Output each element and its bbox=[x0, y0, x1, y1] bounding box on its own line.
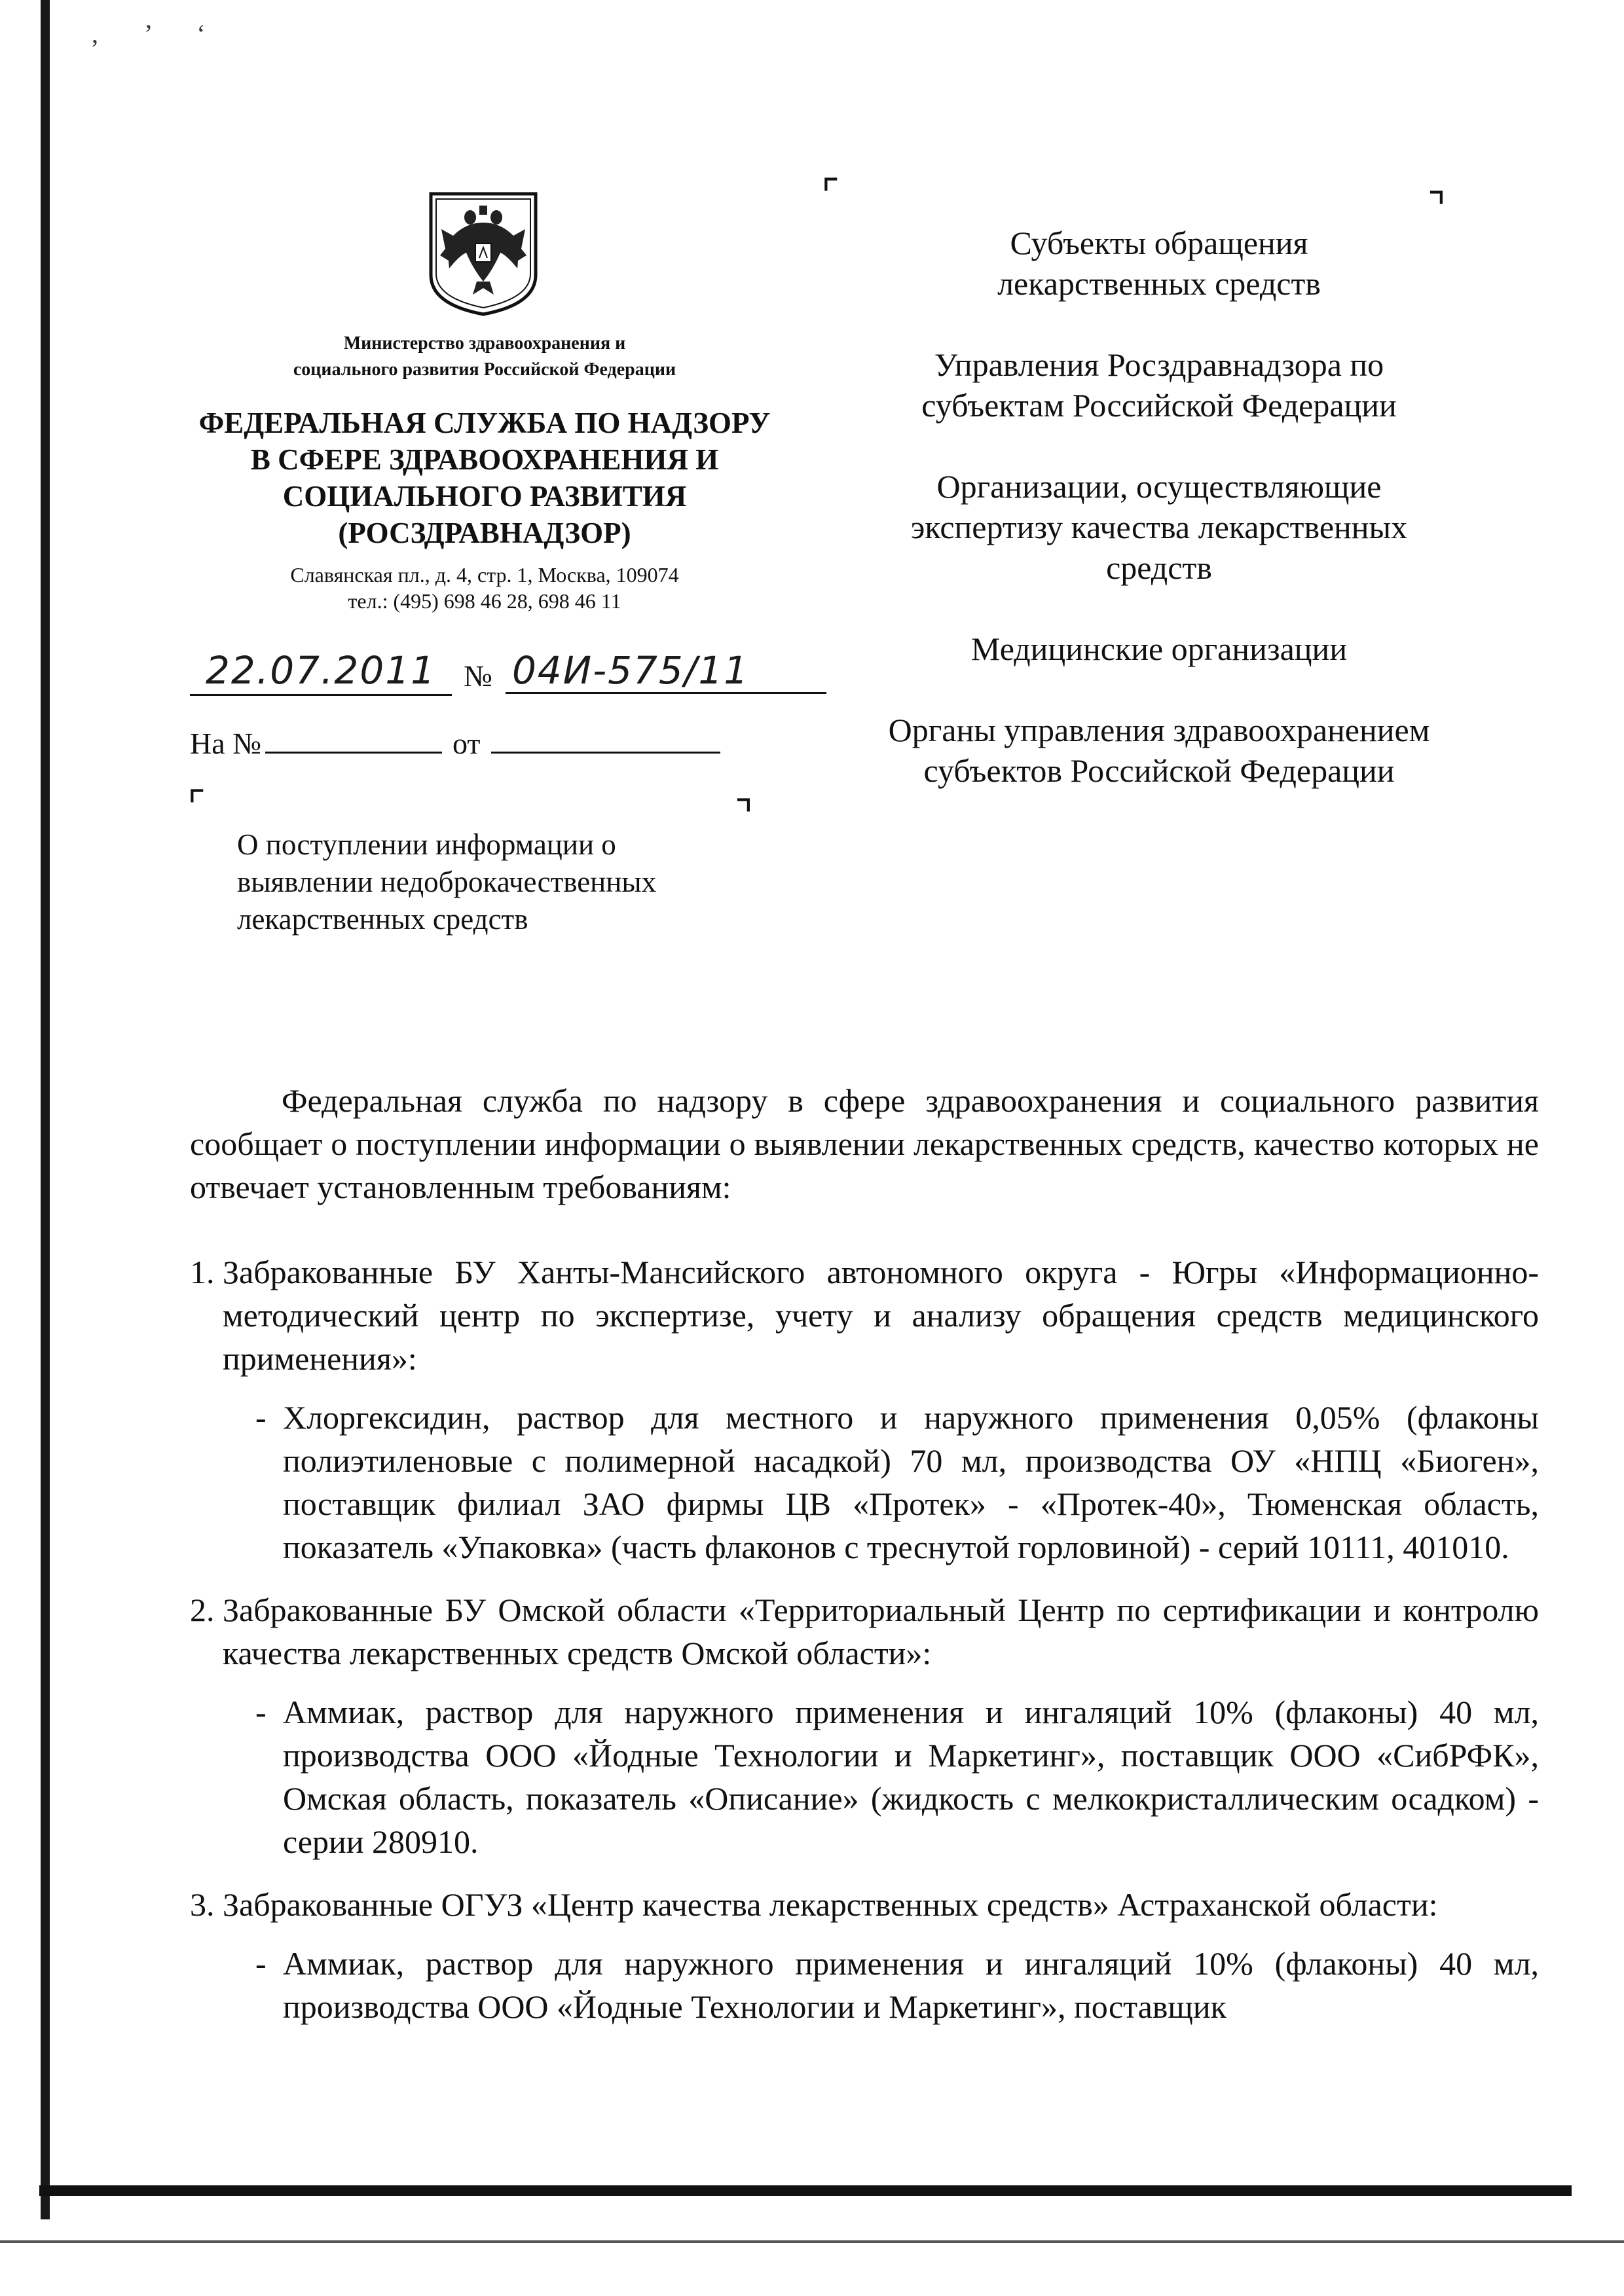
agency-line: (РОСЗДРАВНАДЗОР) bbox=[338, 517, 631, 549]
recipient-line: Организации, осуществляющие bbox=[936, 468, 1382, 505]
item-number: 2. bbox=[190, 1592, 215, 1628]
intro-paragraph: Федеральная служба по надзору в сфере здравоохранения и социального развития сообщает о поступлении информации о выявлении лекарственных средств, качество которых не отвечает установленным требованиям: bbox=[190, 1082, 1539, 1205]
recipient-line: субъектов Российской Федерации bbox=[923, 752, 1395, 789]
ministry-name bbox=[236, 331, 733, 383]
sub-item-text: Хлоргексидин, раствор для местного и наружного применения 0,05% (флаконы полиэтиленовые с полимерной насадкой) 70 мл, производства ОУ «НПЦ «Биоген», поставщик филиал ЗАО фирмы ЦВ «Протек» - «Протек-40», Тюменская область, показатель «Упаковка» (часть флаконов с треснутой горловиной) - серий 10111, 401010. bbox=[283, 1399, 1539, 1565]
sub-item bbox=[255, 1690, 1539, 1863]
recipient-line: Субъекты обращения bbox=[1010, 225, 1308, 261]
ministry-line: социального развития Российской Федерации bbox=[293, 359, 676, 380]
sub-item-text: Аммиак, раствор для наружного применения и ингаляций 10% (флаконы) 40 мл, производства ООО «Йодные Технологии и Маркетинг», поставщик ООО «СибРФК», Омская область, показатель «Описание» (жидкость с мелкокристаллическим осадком) - серии 280910. bbox=[283, 1694, 1539, 1860]
agency-line: СОЦИАЛЬНОГО РАЗВИТИЯ bbox=[282, 480, 687, 513]
list-item bbox=[190, 1588, 1539, 1675]
bracket-subject-left: ⌜ bbox=[187, 783, 206, 829]
item-text: Забракованные БУ Ханты-Мансийского автономного округа - Югры «Информационно-методический центр по экспертизе, учету и анализу обращения средств медицинского применения»: bbox=[223, 1254, 1539, 1377]
list-item bbox=[190, 1250, 1539, 1380]
recipient-line: средств bbox=[1106, 549, 1212, 586]
agency-address bbox=[216, 562, 753, 614]
subject-line: выявлении недоброкачественных bbox=[237, 866, 657, 898]
scan-left-edge bbox=[41, 0, 50, 2219]
recipient-line: Управления Росздравнадзора по bbox=[934, 346, 1384, 383]
recipient-line: субъектам Российской Федерации bbox=[921, 387, 1397, 424]
reference-row bbox=[190, 725, 720, 761]
letter-subject bbox=[237, 826, 709, 938]
registration-number: 04И-575/11 bbox=[506, 648, 826, 694]
recipient-group bbox=[805, 223, 1513, 304]
dash-bullet: - bbox=[255, 1694, 267, 1730]
scan-bottom-bar bbox=[39, 2185, 1572, 2196]
ref-prefix: На № bbox=[190, 727, 262, 760]
scan-bottom-line bbox=[0, 2240, 1624, 2243]
registration-row bbox=[190, 648, 832, 701]
ref-date-blank bbox=[491, 725, 720, 754]
letter-body bbox=[190, 1079, 1539, 2048]
dash-bullet: - bbox=[255, 1399, 267, 1436]
phone-line: тел.: (495) 698 46 28, 698 46 11 bbox=[348, 589, 621, 613]
item-text: Забракованные ОГУЗ «Центр качества лекарственных средств» Астраханской области: bbox=[223, 1886, 1438, 1923]
coat-of-arms-icon bbox=[427, 190, 540, 318]
bracket-top-right: ⌝ bbox=[1428, 185, 1447, 230]
number-sign: № bbox=[464, 659, 492, 693]
sub-item bbox=[255, 1942, 1539, 2028]
recipients-block bbox=[805, 223, 1513, 831]
agency-line: В СФЕРЕ ЗДРАВООХРАНЕНИЯ И bbox=[250, 443, 719, 476]
agency-name bbox=[164, 405, 805, 551]
recipient-group bbox=[805, 344, 1513, 426]
recipient-line: Органы управления здравоохранением bbox=[888, 712, 1430, 748]
recipient-group bbox=[805, 466, 1513, 588]
address-line: Славянская пл., д. 4, стр. 1, Москва, 109074 bbox=[290, 563, 679, 587]
scan-specks: , ’ ‘ bbox=[92, 19, 225, 48]
ref-number-blank bbox=[265, 725, 442, 754]
list-item bbox=[190, 1883, 1539, 1926]
recipient-group bbox=[805, 710, 1513, 791]
agency-line: ФЕДЕРАЛЬНАЯ СЛУЖБА ПО НАДЗОРУ bbox=[198, 407, 771, 439]
registration-date: 22.07.2011 bbox=[190, 648, 452, 696]
recipient-line: Медицинские организации bbox=[970, 630, 1348, 667]
recipient-line: экспертизу качества лекарственных bbox=[910, 509, 1408, 545]
dash-bullet: - bbox=[255, 1945, 267, 1982]
sub-item-text: Аммиак, раствор для наружного применения и ингаляций 10% (флаконы) 40 мл, производства ООО «Йодные Технологии и Маркетинг», поставщик bbox=[283, 1945, 1539, 2025]
ministry-line: Министерство здравоохранения и bbox=[343, 333, 626, 354]
sub-item bbox=[255, 1396, 1539, 1569]
ref-from-label: от bbox=[452, 727, 481, 760]
recipient-group bbox=[805, 629, 1513, 669]
subject-line: О поступлении информации о bbox=[237, 828, 616, 861]
bracket-top-left: ⌜ bbox=[821, 172, 840, 217]
item-number: 3. bbox=[190, 1886, 215, 1923]
recipient-line: лекарственных средств bbox=[997, 265, 1321, 302]
item-text: Забракованные БУ Омской области «Территориальный Центр по сертификации и контролю качества лекарственных средств Омской области»: bbox=[223, 1592, 1539, 1671]
bracket-subject-right: ⌝ bbox=[735, 792, 754, 838]
subject-line: лекарственных средств bbox=[237, 903, 528, 936]
item-number: 1. bbox=[190, 1254, 215, 1290]
